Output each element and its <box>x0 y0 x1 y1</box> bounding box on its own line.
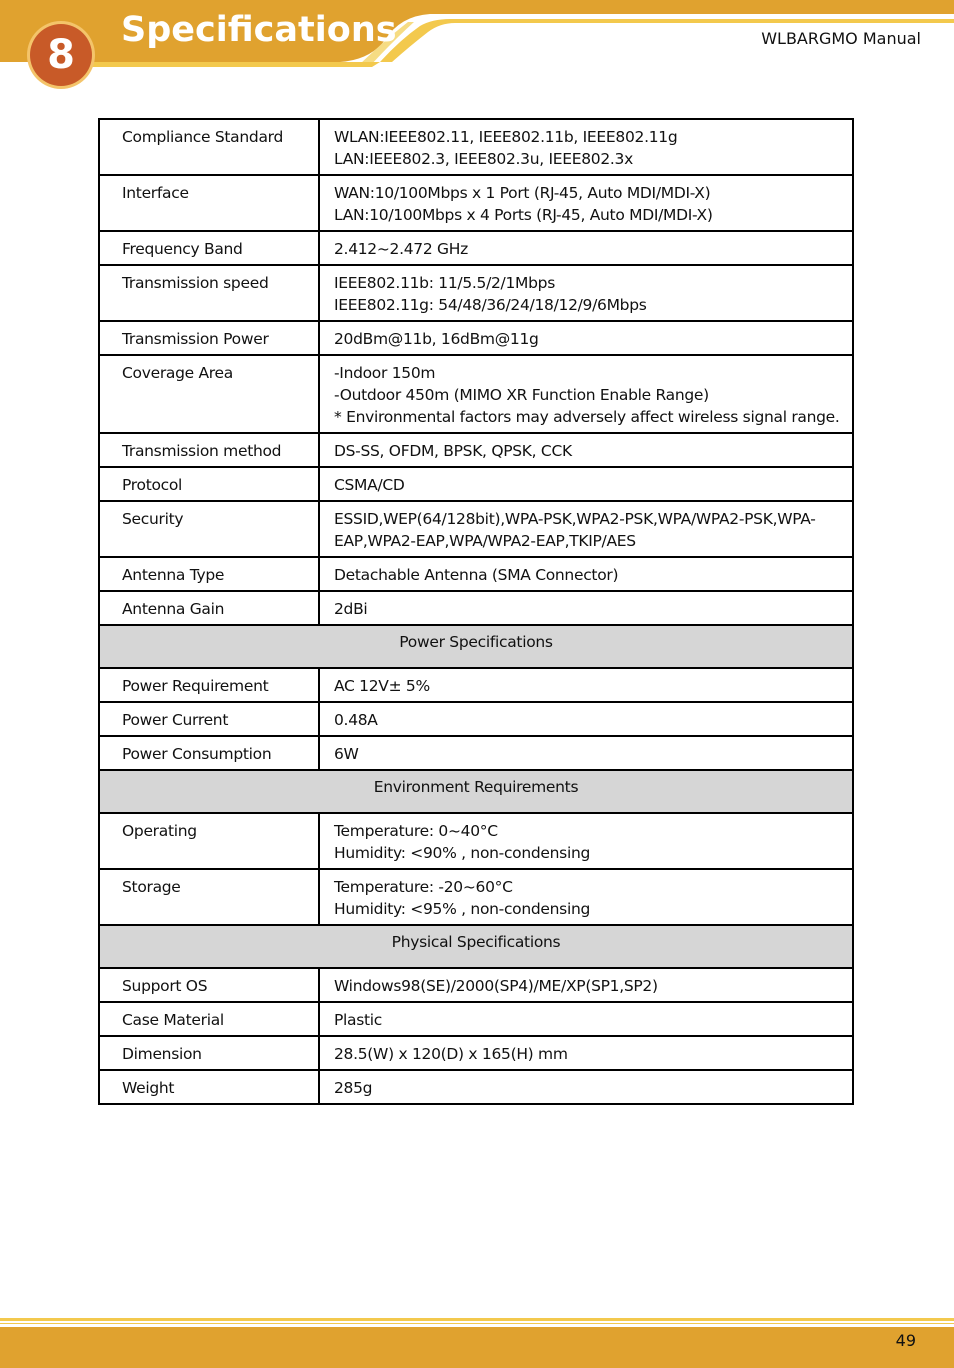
spec-value-line: IEEE802.11b: 11/5.5/2/1Mbps <box>334 274 555 292</box>
spec-value-line: ESSID,WEP(64/128bit),WPA-PSK,WPA2-PSK,WPA/WPA2-PSK,WPA- <box>334 510 816 528</box>
footer-bar <box>0 1327 954 1368</box>
spec-label: Power Current <box>99 702 319 736</box>
spec-row <box>99 813 853 869</box>
spec-row <box>99 119 853 175</box>
spec-row <box>99 433 853 467</box>
spec-value-line: -Indoor 150m <box>334 364 436 382</box>
spec-value-line: LAN:10/100Mbps x 4 Ports (RJ-45, Auto MDI/MDI-X) <box>334 206 713 224</box>
spec-row <box>99 501 853 557</box>
spec-label: Coverage Area <box>99 355 319 433</box>
spec-label: Case Material <box>99 1002 319 1036</box>
spec-value-line: 20dBm@11b, 16dBm@11g <box>334 330 539 348</box>
spec-value-line: CSMA/CD <box>334 476 405 494</box>
spec-value-line: 0.48A <box>334 711 378 729</box>
spec-value-line: Plastic <box>334 1011 383 1029</box>
spec-value-line: -Outdoor 450m (MIMO XR Function Enable Range) <box>334 386 709 404</box>
spec-value-line: Humidity: <95% , non-condensing <box>334 900 591 918</box>
spec-row <box>99 321 853 355</box>
spec-label: Transmission speed <box>99 265 319 321</box>
spec-label: Interface <box>99 175 319 231</box>
page-title: Specifications <box>121 10 397 50</box>
spec-value-line: AC 12V± 5% <box>334 677 430 695</box>
spec-value-line: 6W <box>334 745 359 763</box>
spec-value-line: EAP,WPA2-EAP,WPA/WPA2-EAP,TKIP/AES <box>334 532 636 550</box>
spec-row <box>99 1036 853 1070</box>
spec-label: Storage <box>99 869 319 925</box>
spec-label: Dimension <box>99 1036 319 1070</box>
spec-row <box>99 355 853 433</box>
spec-row <box>99 467 853 501</box>
spec-label: Antenna Type <box>99 557 319 591</box>
spec-value <box>319 119 853 175</box>
spec-value <box>319 1002 853 1036</box>
spec-label: Frequency Band <box>99 231 319 265</box>
power-section-header: Power Specifications <box>99 625 853 668</box>
spec-value-line: 285g <box>334 1079 373 1097</box>
spec-value <box>319 557 853 591</box>
spec-value-line: Humidity: <90% , non-condensing <box>334 844 591 862</box>
spec-value <box>319 501 853 557</box>
spec-row <box>99 1002 853 1036</box>
specifications-table <box>98 118 854 1105</box>
spec-value <box>319 591 853 625</box>
chapter-number-badge: 8 <box>47 32 75 78</box>
spec-value <box>319 467 853 501</box>
spec-row <box>99 702 853 736</box>
spec-label: Support OS <box>99 968 319 1002</box>
spec-value <box>319 355 853 433</box>
manual-name: WLBARGMO Manual <box>761 29 921 48</box>
physical-section-header: Physical Specifications <box>99 925 853 968</box>
spec-value-line: WLAN:IEEE802.11, IEEE802.11b, IEEE802.11g <box>334 128 678 146</box>
environment-section-header: Environment Requirements <box>99 770 853 813</box>
spec-value <box>319 813 853 869</box>
spec-label: Operating <box>99 813 319 869</box>
spec-value-line: Detachable Antenna (SMA Connector) <box>334 566 619 584</box>
spec-row <box>99 557 853 591</box>
spec-label: Transmission Power <box>99 321 319 355</box>
spec-label: Power Requirement <box>99 668 319 702</box>
spec-value <box>319 433 853 467</box>
spec-row <box>99 1070 853 1104</box>
spec-label: Antenna Gain <box>99 591 319 625</box>
spec-value <box>319 265 853 321</box>
spec-value <box>319 736 853 770</box>
environment-section-header-row <box>99 770 853 813</box>
spec-value-line: LAN:IEEE802.3, IEEE802.3u, IEEE802.3x <box>334 150 633 168</box>
spec-value-line: 2dBi <box>334 600 368 618</box>
spec-row <box>99 736 853 770</box>
spec-value-line: IEEE802.11g: 54/48/36/24/18/12/9/6Mbps <box>334 296 647 314</box>
power-section-header-row <box>99 625 853 668</box>
spec-label: Compliance Standard <box>99 119 319 175</box>
footer-accent-line-thin <box>0 1323 954 1324</box>
spec-value-line: Temperature: 0~40°C <box>334 822 498 840</box>
spec-value <box>319 1036 853 1070</box>
spec-row <box>99 231 853 265</box>
spec-value <box>319 231 853 265</box>
spec-value-line: 2.412~2.472 GHz <box>334 240 468 258</box>
spec-row <box>99 265 853 321</box>
spec-value <box>319 175 853 231</box>
spec-row <box>99 591 853 625</box>
spec-value <box>319 668 853 702</box>
spec-value-line: * Environmental factors may adversely affect wireless signal range. <box>334 408 840 426</box>
spec-label: Transmission method <box>99 433 319 467</box>
spec-label: Power Consumption <box>99 736 319 770</box>
spec-value <box>319 968 853 1002</box>
page-number: 49 <box>895 1331 916 1350</box>
spec-value-line: DS-SS, OFDM, BPSK, QPSK, CCK <box>334 442 572 460</box>
spec-label: Security <box>99 501 319 557</box>
spec-value <box>319 869 853 925</box>
spec-row <box>99 175 853 231</box>
spec-row <box>99 869 853 925</box>
spec-label: Weight <box>99 1070 319 1104</box>
spec-row <box>99 968 853 1002</box>
spec-value <box>319 1070 853 1104</box>
spec-value-line: WAN:10/100Mbps x 1 Port (RJ-45, Auto MDI/MDI-X) <box>334 184 711 202</box>
spec-value-line: Windows98(SE)/2000(SP4)/ME/XP(SP1,SP2) <box>334 977 658 995</box>
spec-label: Protocol <box>99 467 319 501</box>
spec-value-line: 28.5(W) x 120(D) x 165(H) mm <box>334 1045 568 1063</box>
physical-section-header-row <box>99 925 853 968</box>
spec-value <box>319 702 853 736</box>
spec-row <box>99 668 853 702</box>
footer-accent-line <box>0 1318 954 1321</box>
spec-value <box>319 321 853 355</box>
spec-value-line: Temperature: -20~60°C <box>334 878 513 896</box>
